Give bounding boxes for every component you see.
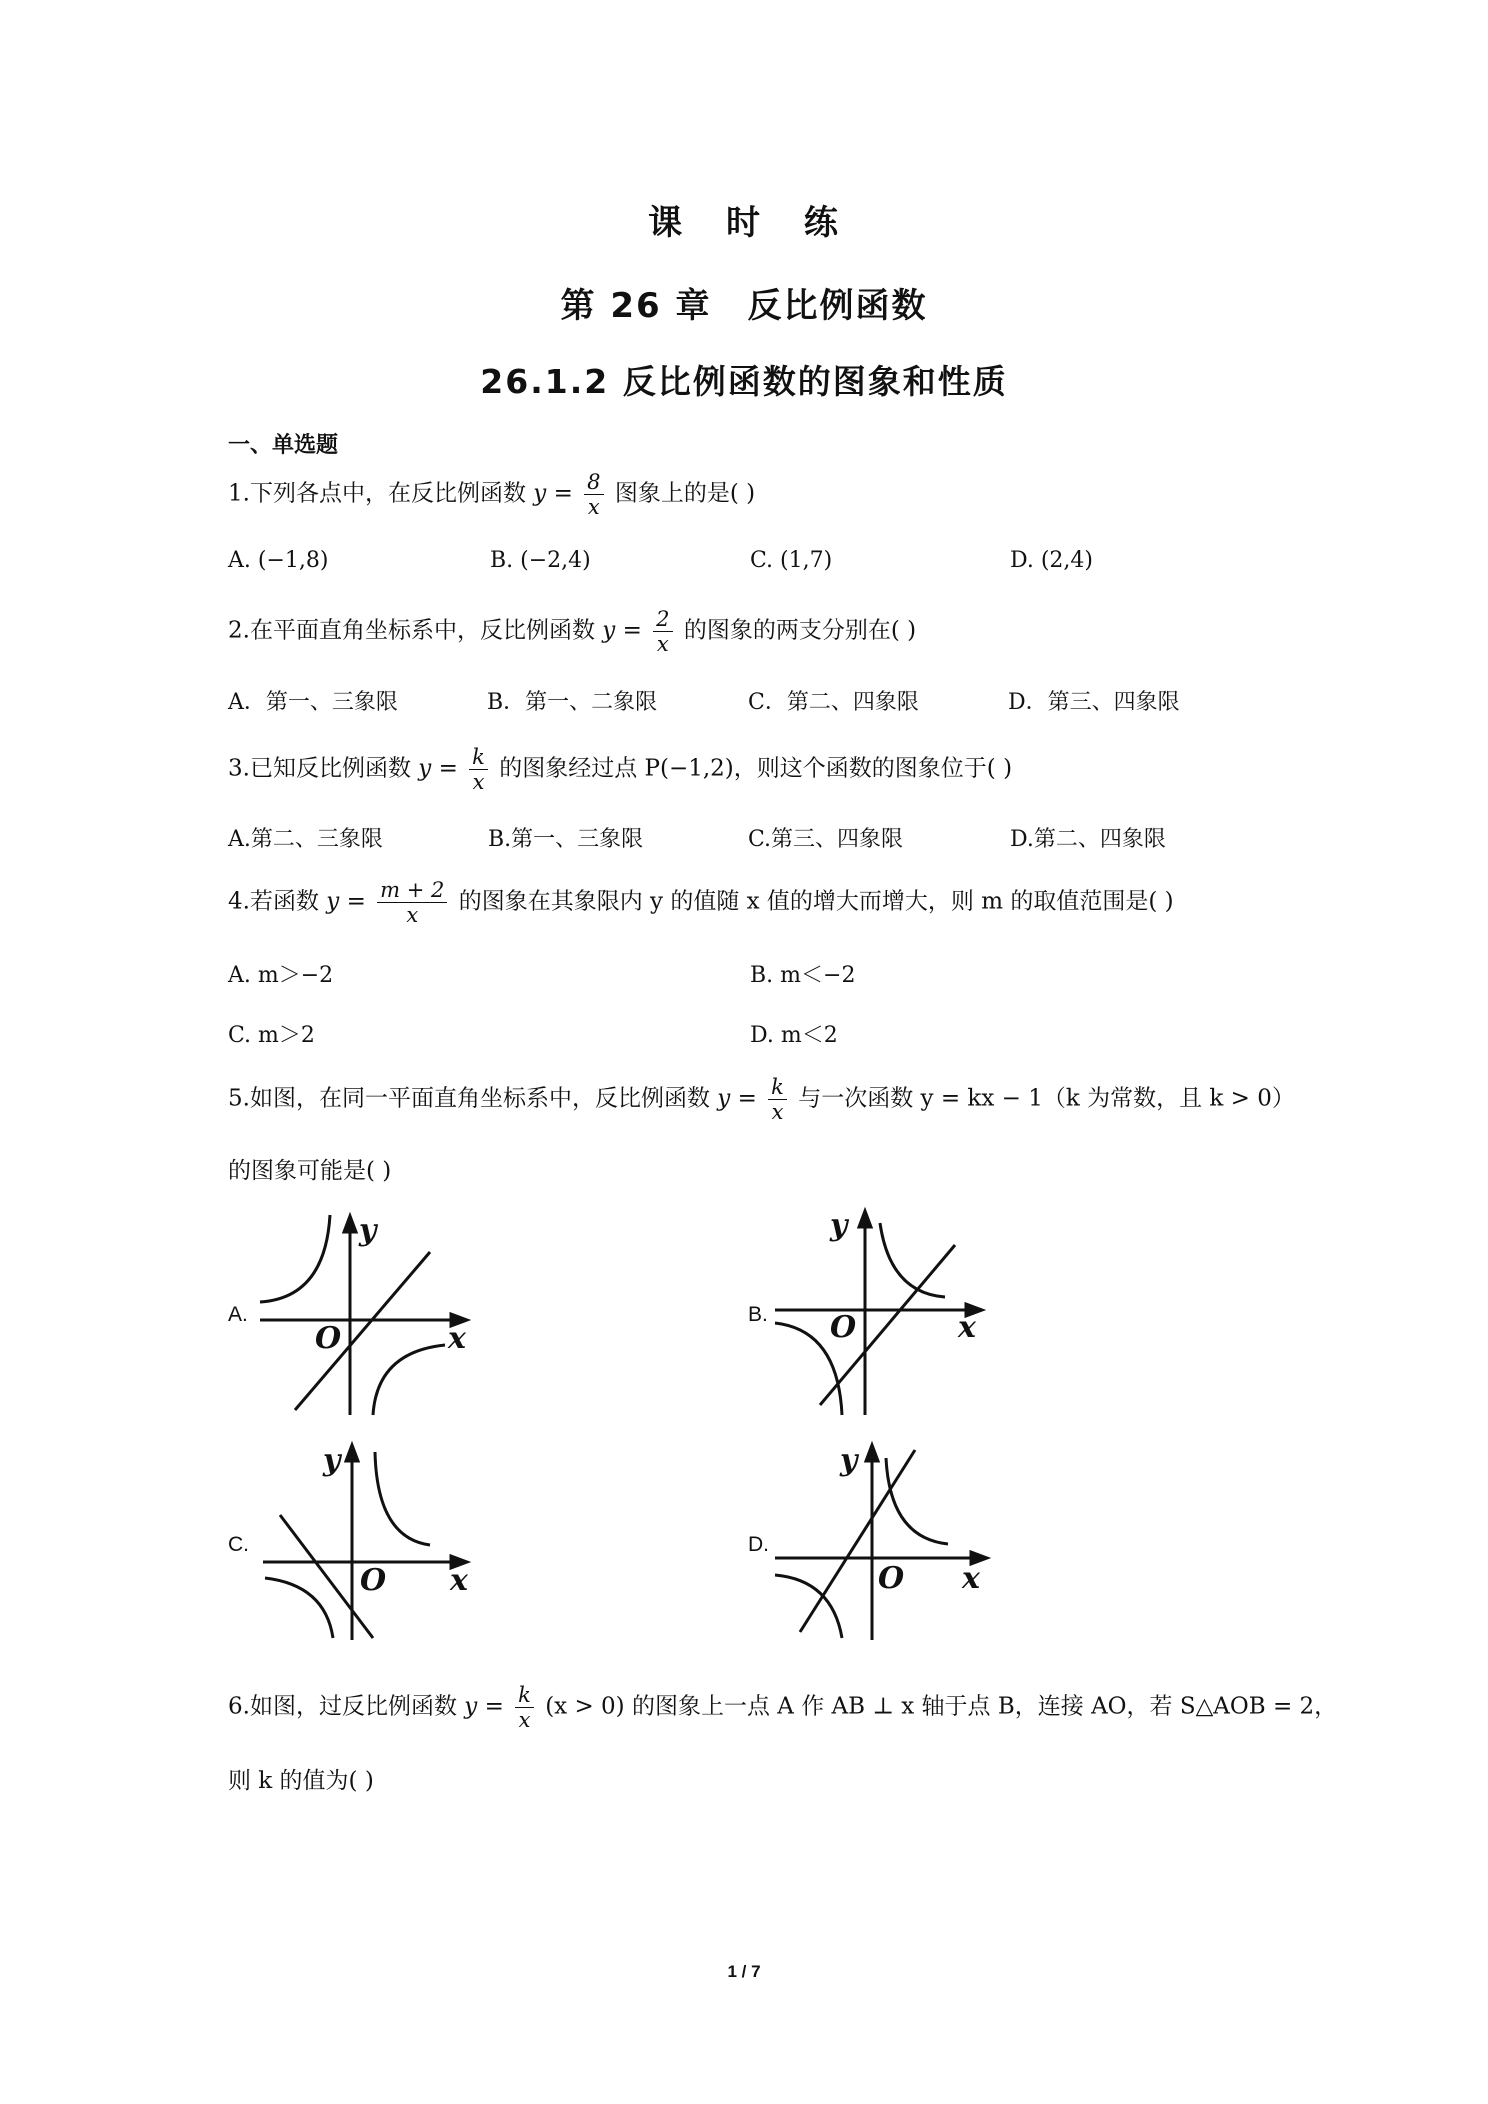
graph-d-y-label: y	[840, 1443, 858, 1478]
q4-y: y =	[326, 888, 366, 915]
graph-a	[255, 1210, 475, 1420]
q5-numerator: k	[768, 1075, 787, 1100]
q1-option-d: D. (2,4)	[1010, 548, 1093, 573]
graph-a-origin-label: O	[315, 1321, 342, 1356]
question-2	[228, 607, 916, 656]
figure-a-label: A.	[228, 1303, 248, 1326]
graph-a-x-label: x	[448, 1321, 466, 1356]
q4-numerator: m + 2	[377, 878, 447, 903]
graph-b-x-label: x	[958, 1310, 976, 1345]
question-4-tail: 的图象在其象限内 y 的值随 x 值的增大而增大，则 m 的取值范围是( )	[458, 888, 1174, 915]
q6-fraction	[515, 1683, 534, 1732]
question-2-tail: 的图象的两支分别在( )	[683, 617, 917, 644]
question-6	[228, 1683, 1337, 1732]
q1-option-a: A. (−1,8)	[228, 548, 329, 573]
q5-y: y =	[717, 1085, 757, 1112]
question-5	[228, 1075, 1295, 1124]
graph-d-hyperbola-branch-1	[886, 1458, 948, 1544]
graph-c-origin-label: O	[360, 1563, 387, 1598]
graph-c-x-label: x	[450, 1563, 468, 1598]
q3-option-a: A.第二、三象限	[228, 827, 383, 852]
part-title: 一、单选题	[228, 433, 339, 458]
graph-d	[770, 1440, 1000, 1645]
q5-fraction	[768, 1075, 787, 1124]
graph-c-y-label: y	[323, 1443, 341, 1478]
q3-option-d: D.第二、四象限	[1010, 827, 1166, 852]
q1-option-c: C. (1,7)	[750, 548, 833, 573]
q4-option-b: B. m＜−2	[750, 963, 856, 988]
question-3	[228, 745, 1012, 794]
q2-option-b: B．第一、二象限	[487, 690, 658, 715]
chapter-title: 第 26 章 反比例函数	[560, 286, 928, 326]
question-1	[228, 470, 755, 519]
graph-c-hyperbola-branch-3	[265, 1578, 333, 1638]
q2-numerator: 2	[653, 607, 672, 632]
q4-option-c: C. m＞2	[228, 1023, 315, 1048]
q1-denominator: x	[587, 495, 600, 520]
graph-c	[255, 1440, 475, 1645]
graph-b-origin-label: O	[830, 1310, 857, 1345]
graph-b-y-label: y	[830, 1208, 848, 1243]
graph-d-x-label: x	[962, 1561, 980, 1596]
figure-d-label: D.	[748, 1533, 769, 1556]
q6-y: y =	[464, 1693, 504, 1720]
graph-c-y-arrow	[346, 1445, 358, 1461]
q1-y: y =	[533, 480, 573, 507]
section-title: 26.1.2 反比例函数的图象和性质	[480, 362, 1008, 401]
q2-option-a: A．第一、三象限	[228, 690, 398, 715]
figure-b-label: B.	[748, 1303, 768, 1326]
graph-c-hyperbola-branch-1	[375, 1452, 430, 1545]
q4-option-a: A. m＞−2	[228, 963, 334, 988]
q6-numerator: k	[515, 1683, 534, 1708]
graph-b-y-arrow	[859, 1211, 871, 1227]
question-5-tail: 与一次函数 y = kx − 1（k 为常数，且 k > 0）	[798, 1085, 1295, 1112]
graph-a-hyperbola-branch-4	[373, 1345, 445, 1415]
q1-fraction	[584, 470, 603, 519]
question-2-text: 2.在平面直角坐标系中，反比例函数	[228, 617, 595, 644]
question-3-tail: 的图象经过点 P(−1,2)，则这个函数的图象位于( )	[499, 755, 1013, 782]
graph-d-origin-label: O	[878, 1561, 905, 1596]
question-5-text: 5.如图，在同一平面直角坐标系中，反比例函数	[228, 1085, 710, 1112]
graph-d-y-arrow	[866, 1445, 878, 1461]
q4-fraction	[377, 878, 447, 927]
page-title: 课 时 练	[648, 203, 840, 243]
graph-a-hyperbola-branch-2	[260, 1215, 330, 1302]
q2-denominator: x	[656, 632, 669, 657]
question-4	[228, 878, 1174, 927]
graph-d-hyperbola-branch-3	[775, 1575, 842, 1638]
question-6-text: 6.如图，过反比例函数	[228, 1693, 457, 1720]
graph-a-y-label: y	[359, 1213, 377, 1248]
q5-denominator: x	[771, 1100, 784, 1125]
q1-numerator: 8	[584, 470, 603, 495]
question-1-tail: 图象上的是( )	[614, 480, 756, 507]
q4-denominator: x	[406, 903, 419, 928]
graph-b-hyperbola-branch-1	[880, 1223, 945, 1297]
q3-numerator: k	[469, 745, 488, 770]
q6-denominator: x	[518, 1708, 531, 1733]
question-4-text: 4.若函数	[228, 888, 319, 915]
graph-a-y-arrow	[344, 1216, 356, 1232]
question-6-line2: 则 k 的值为( )	[228, 1768, 374, 1794]
q2-option-d: D．第三、四象限	[1008, 690, 1180, 715]
q3-y: y =	[418, 755, 458, 782]
question-3-text: 3.已知反比例函数	[228, 755, 411, 782]
q3-denominator: x	[472, 770, 485, 795]
page-number: 1 / 7	[727, 1962, 761, 1981]
graph-d-line	[800, 1450, 915, 1632]
graph-b	[770, 1205, 1000, 1420]
q4-option-d: D. m＜2	[750, 1023, 838, 1048]
question-5-line2: 的图象可能是( )	[228, 1158, 392, 1184]
q1-option-b: B. (−2,4)	[490, 548, 591, 573]
figure-c-label: C.	[228, 1533, 249, 1556]
q2-option-c: C．第二、四象限	[748, 690, 919, 715]
q3-option-c: C.第三、四象限	[748, 827, 904, 852]
q3-option-b: B.第一、三象限	[488, 827, 644, 852]
question-1-text: 1.下列各点中，在反比例函数	[228, 480, 526, 507]
q3-fraction	[469, 745, 488, 794]
q2-y: y =	[602, 617, 642, 644]
q2-fraction	[653, 607, 672, 656]
question-6-tail: (x > 0) 的图象上一点 A 作 AB ⊥ x 轴于点 B，连接 AO，若 S△AOB = 2，	[545, 1693, 1338, 1720]
